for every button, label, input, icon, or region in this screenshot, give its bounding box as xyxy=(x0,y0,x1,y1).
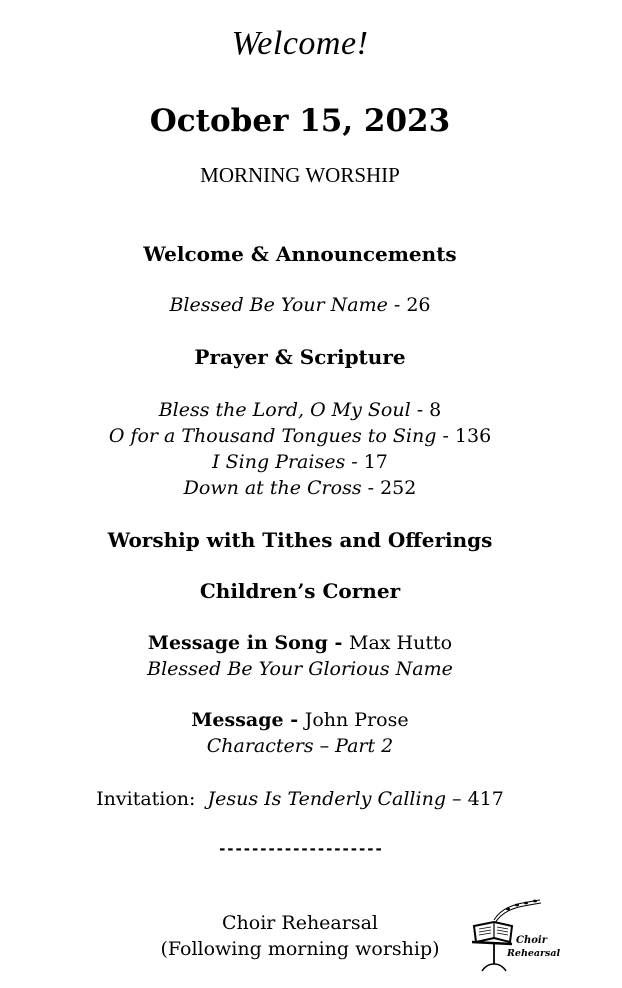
choir-rehearsal-note: (Following morning worship) xyxy=(160,938,440,960)
song-item xyxy=(0,397,600,423)
stand-ledge xyxy=(472,942,512,944)
prayer-scripture-heading: Prayer & Scripture xyxy=(194,345,406,369)
service-name: MORNING WORSHIP xyxy=(200,163,400,187)
invitation-label: Invitation: xyxy=(96,788,208,810)
song-title: O for a Thousand Tongues to Sing xyxy=(108,425,437,447)
childrens-corner-heading: Children’s Corner xyxy=(199,579,401,603)
music-note xyxy=(524,902,528,905)
song-number: - 26 xyxy=(387,294,431,316)
icon-text-choir: Choir xyxy=(516,935,547,946)
welcome-announcements-heading: Welcome & Announcements xyxy=(143,242,457,266)
choir-rehearsal-title: Choir Rehearsal xyxy=(221,912,378,934)
music-note xyxy=(533,900,537,903)
opening-song xyxy=(0,292,600,318)
choir-rehearsal-icon xyxy=(466,898,562,972)
note-staff-line xyxy=(494,900,540,920)
message-title: Characters – Part 2 xyxy=(206,735,394,757)
service-date: October 15, 2023 xyxy=(149,103,451,139)
music-note xyxy=(515,904,519,907)
message xyxy=(0,707,600,733)
song-number: - 136 xyxy=(436,425,492,447)
song-item xyxy=(0,475,600,501)
song-title: Blessed Be Your Name xyxy=(169,294,388,316)
song-title: Bless the Lord, O My Soul xyxy=(158,399,411,421)
speaker-name: John Prose xyxy=(304,709,409,731)
invitation-number: – 417 xyxy=(445,788,504,810)
separator-dash: - xyxy=(327,632,349,654)
message-label: Message xyxy=(191,709,284,731)
message-in-song xyxy=(0,630,600,656)
song-number: - 8 xyxy=(410,399,442,421)
song-number: - 252 xyxy=(361,477,417,499)
message-in-song-title: Blessed Be Your Glorious Name xyxy=(147,658,453,680)
song-title: I Sing Praises xyxy=(212,451,346,473)
invitation-song: Jesus Is Tenderly Calling xyxy=(207,788,446,810)
performer-name: Max Hutto xyxy=(349,632,453,654)
welcome-title: Welcome! xyxy=(231,25,369,62)
song-title: Down at the Cross xyxy=(183,477,362,499)
separator-dash: - xyxy=(283,709,305,731)
tithes-heading: Worship with Tithes and Offerings xyxy=(107,528,493,552)
section-divider: -------------------- xyxy=(217,840,383,858)
message-in-song-label: Message in Song xyxy=(147,632,328,654)
icon-text-rehearsal: Rehearsal xyxy=(507,948,561,959)
song-item xyxy=(0,449,600,475)
song-item xyxy=(0,423,600,449)
invitation xyxy=(0,786,600,812)
music-note xyxy=(506,908,510,911)
song-number: - 17 xyxy=(345,451,388,473)
